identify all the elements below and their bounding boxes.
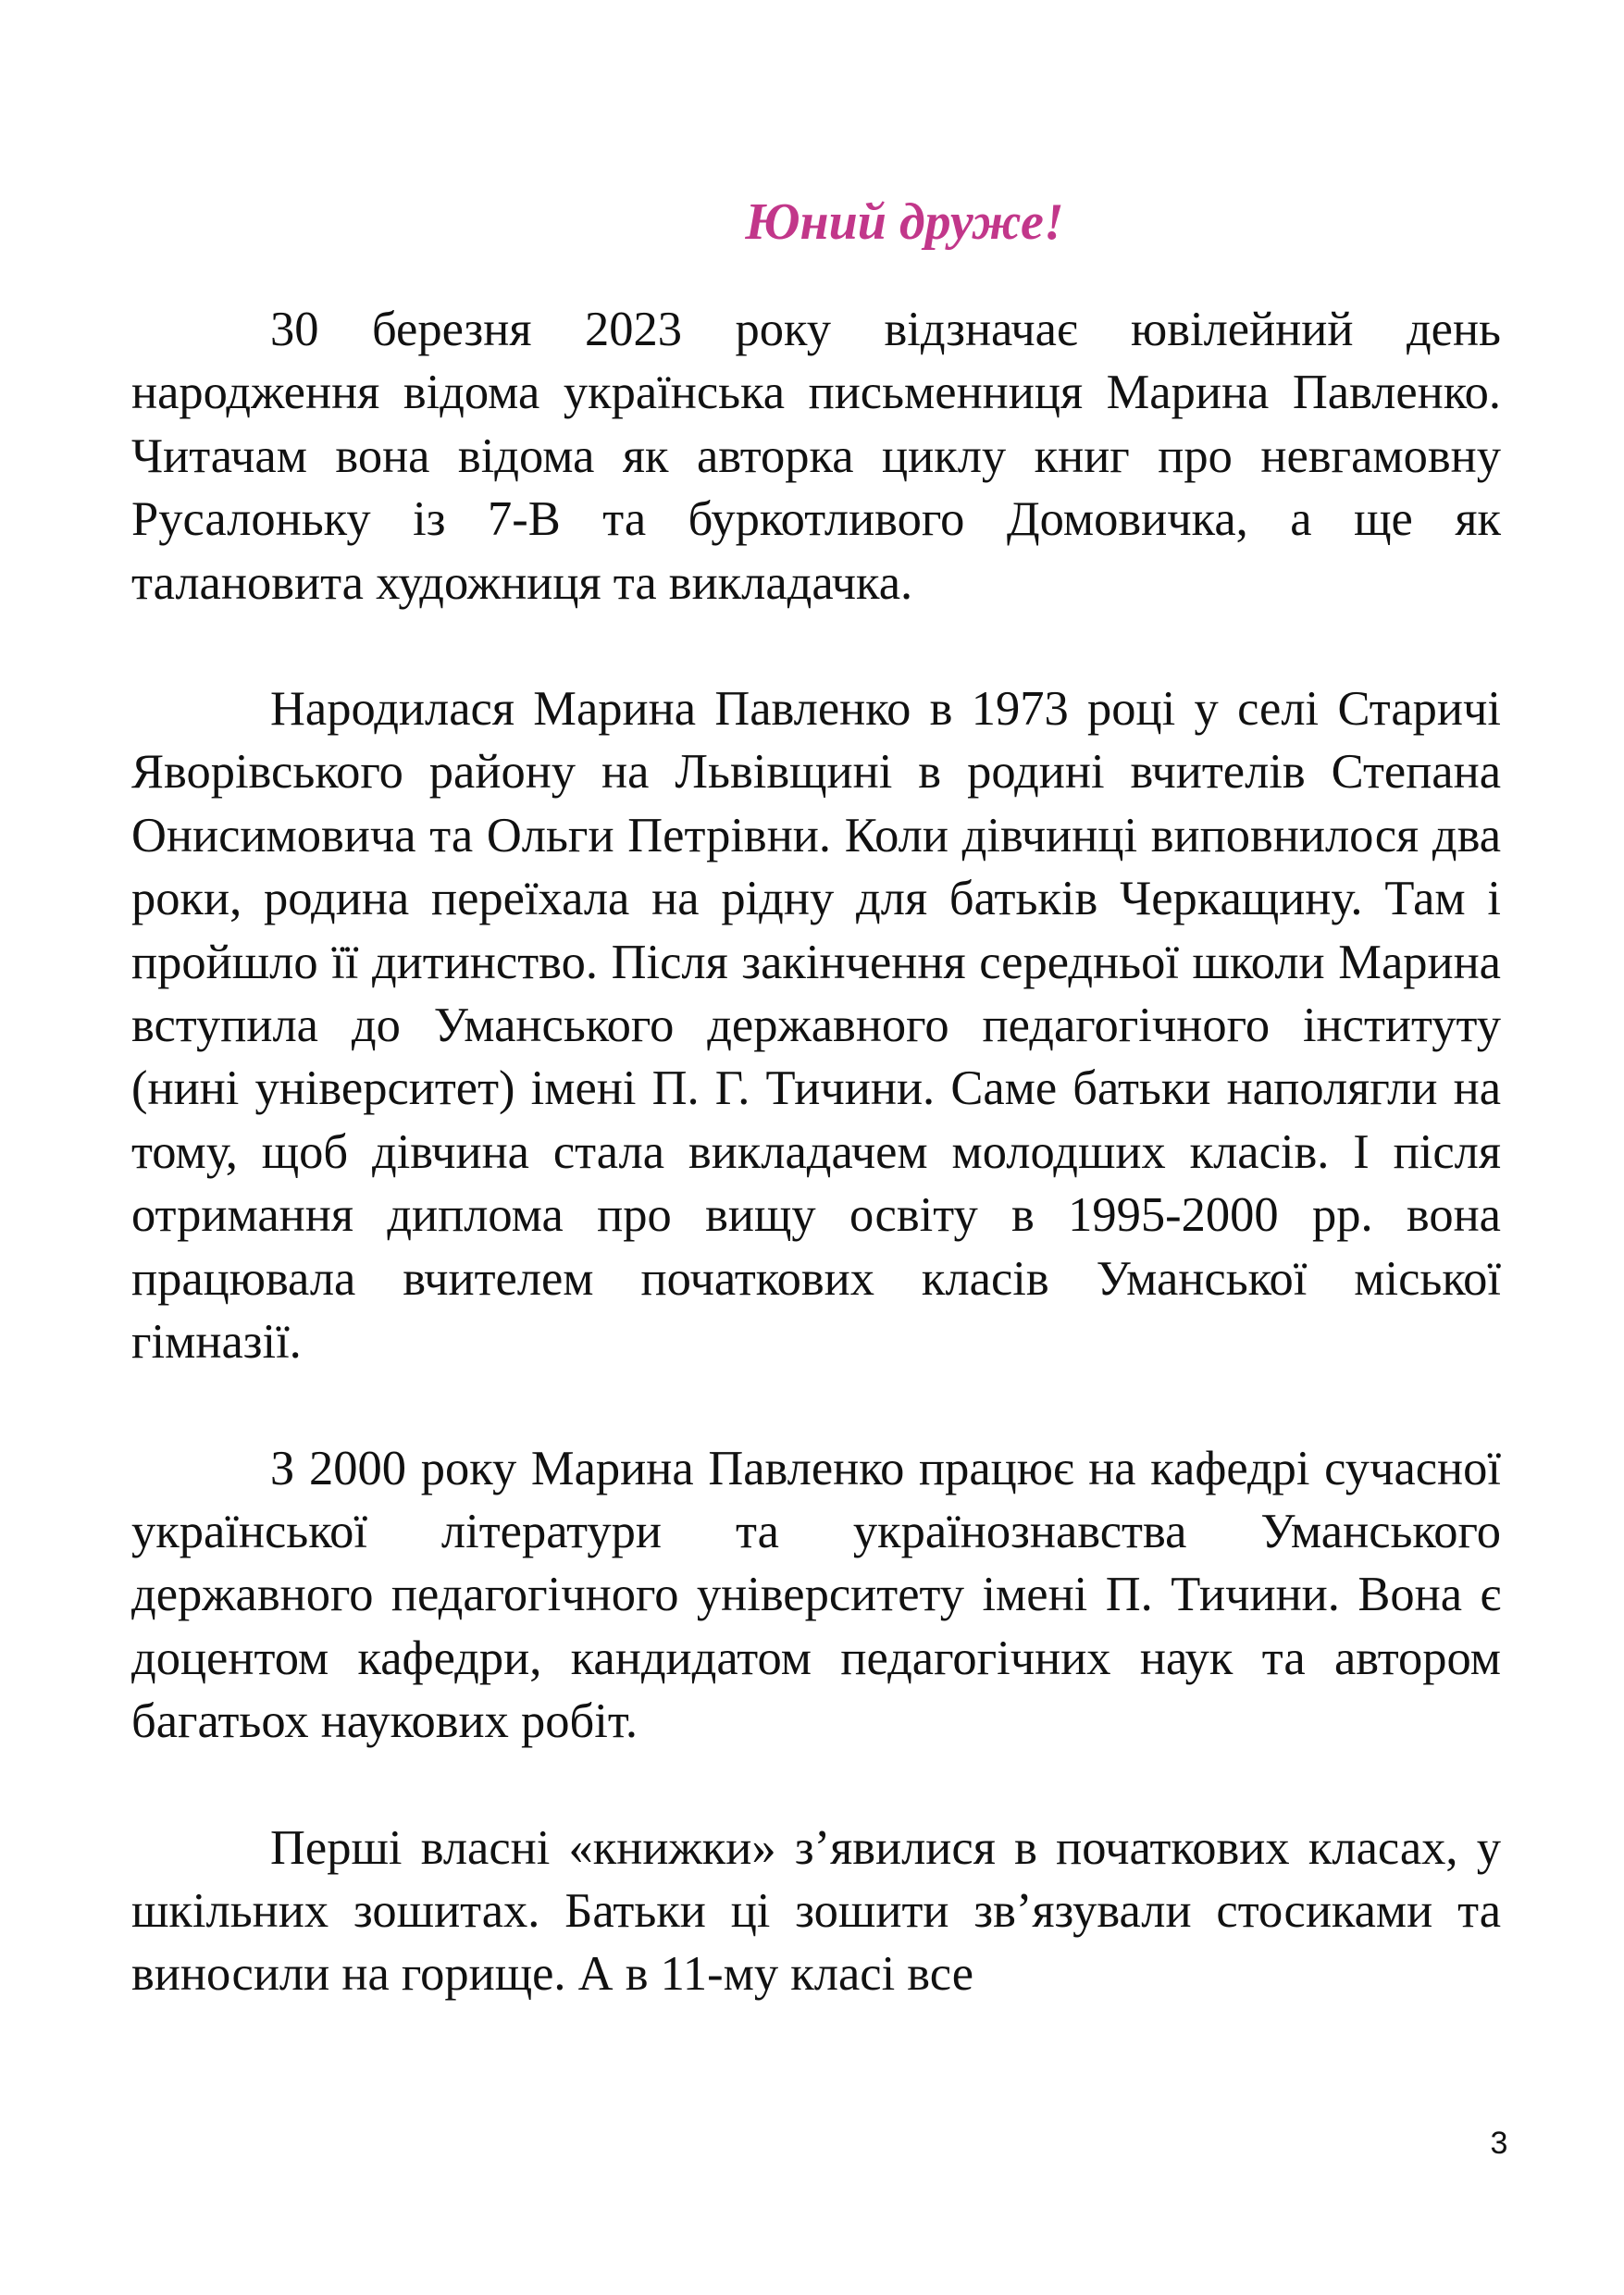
page-number: 3: [1490, 2126, 1508, 2161]
paragraph-first-books: Перші власні «книжки» з’явилися в початкових класах, у шкільних зошитах. Батьки ці зошити зв’язували стосиками та виносили на горище. А в 11-му класі все: [131, 1820, 1501, 2002]
paragraph-biography: Народилася Марина Павленко в 1973 році у селі Старичі Яворівського району на Львівщині в родині вчителів Степана Онисимовича та Ольги Петрівни. Коли дівчинці виповнилося два роки, родина переїхала на рідну для батьків Черкащину. Там і пройшло її дитинство. Після закінчення середньої школи Марина вступила до Уманського державного педагогічного інституту (нині університет) імені П. Г. Тичини. Саме батьки наполягли на тому, щоб дівчина стала викладачем молодших класів. І після отримання диплома про вищу освіту в 1995-2000 рр. вона працювала вчителем початкових класів Уманської міської гімназії.: [131, 682, 1501, 1370]
document-body: [131, 298, 1501, 2006]
paragraph-anniversary: 30 березня 2023 року відзначає ювілейний день народження відома українська письменниця Марина Павленко. Читачам вона відома як авторка циклу книг про невгамовну Русалоньку із 7-В та буркотливого Домовичка, а ще як талановита художниця та викладачка.: [131, 303, 1501, 610]
paragraph-university-career: З 2000 року Марина Павленко працює на кафедрі сучасної української літератури та українознавства Уманського державного педагогічного університету імені П. Тичини. Вона є доцентом кафедри, кандидатом педагогічних наук та автором багатьох наукових робіт.: [131, 1441, 1501, 1749]
page-title: Юний друже!: [745, 193, 1064, 251]
